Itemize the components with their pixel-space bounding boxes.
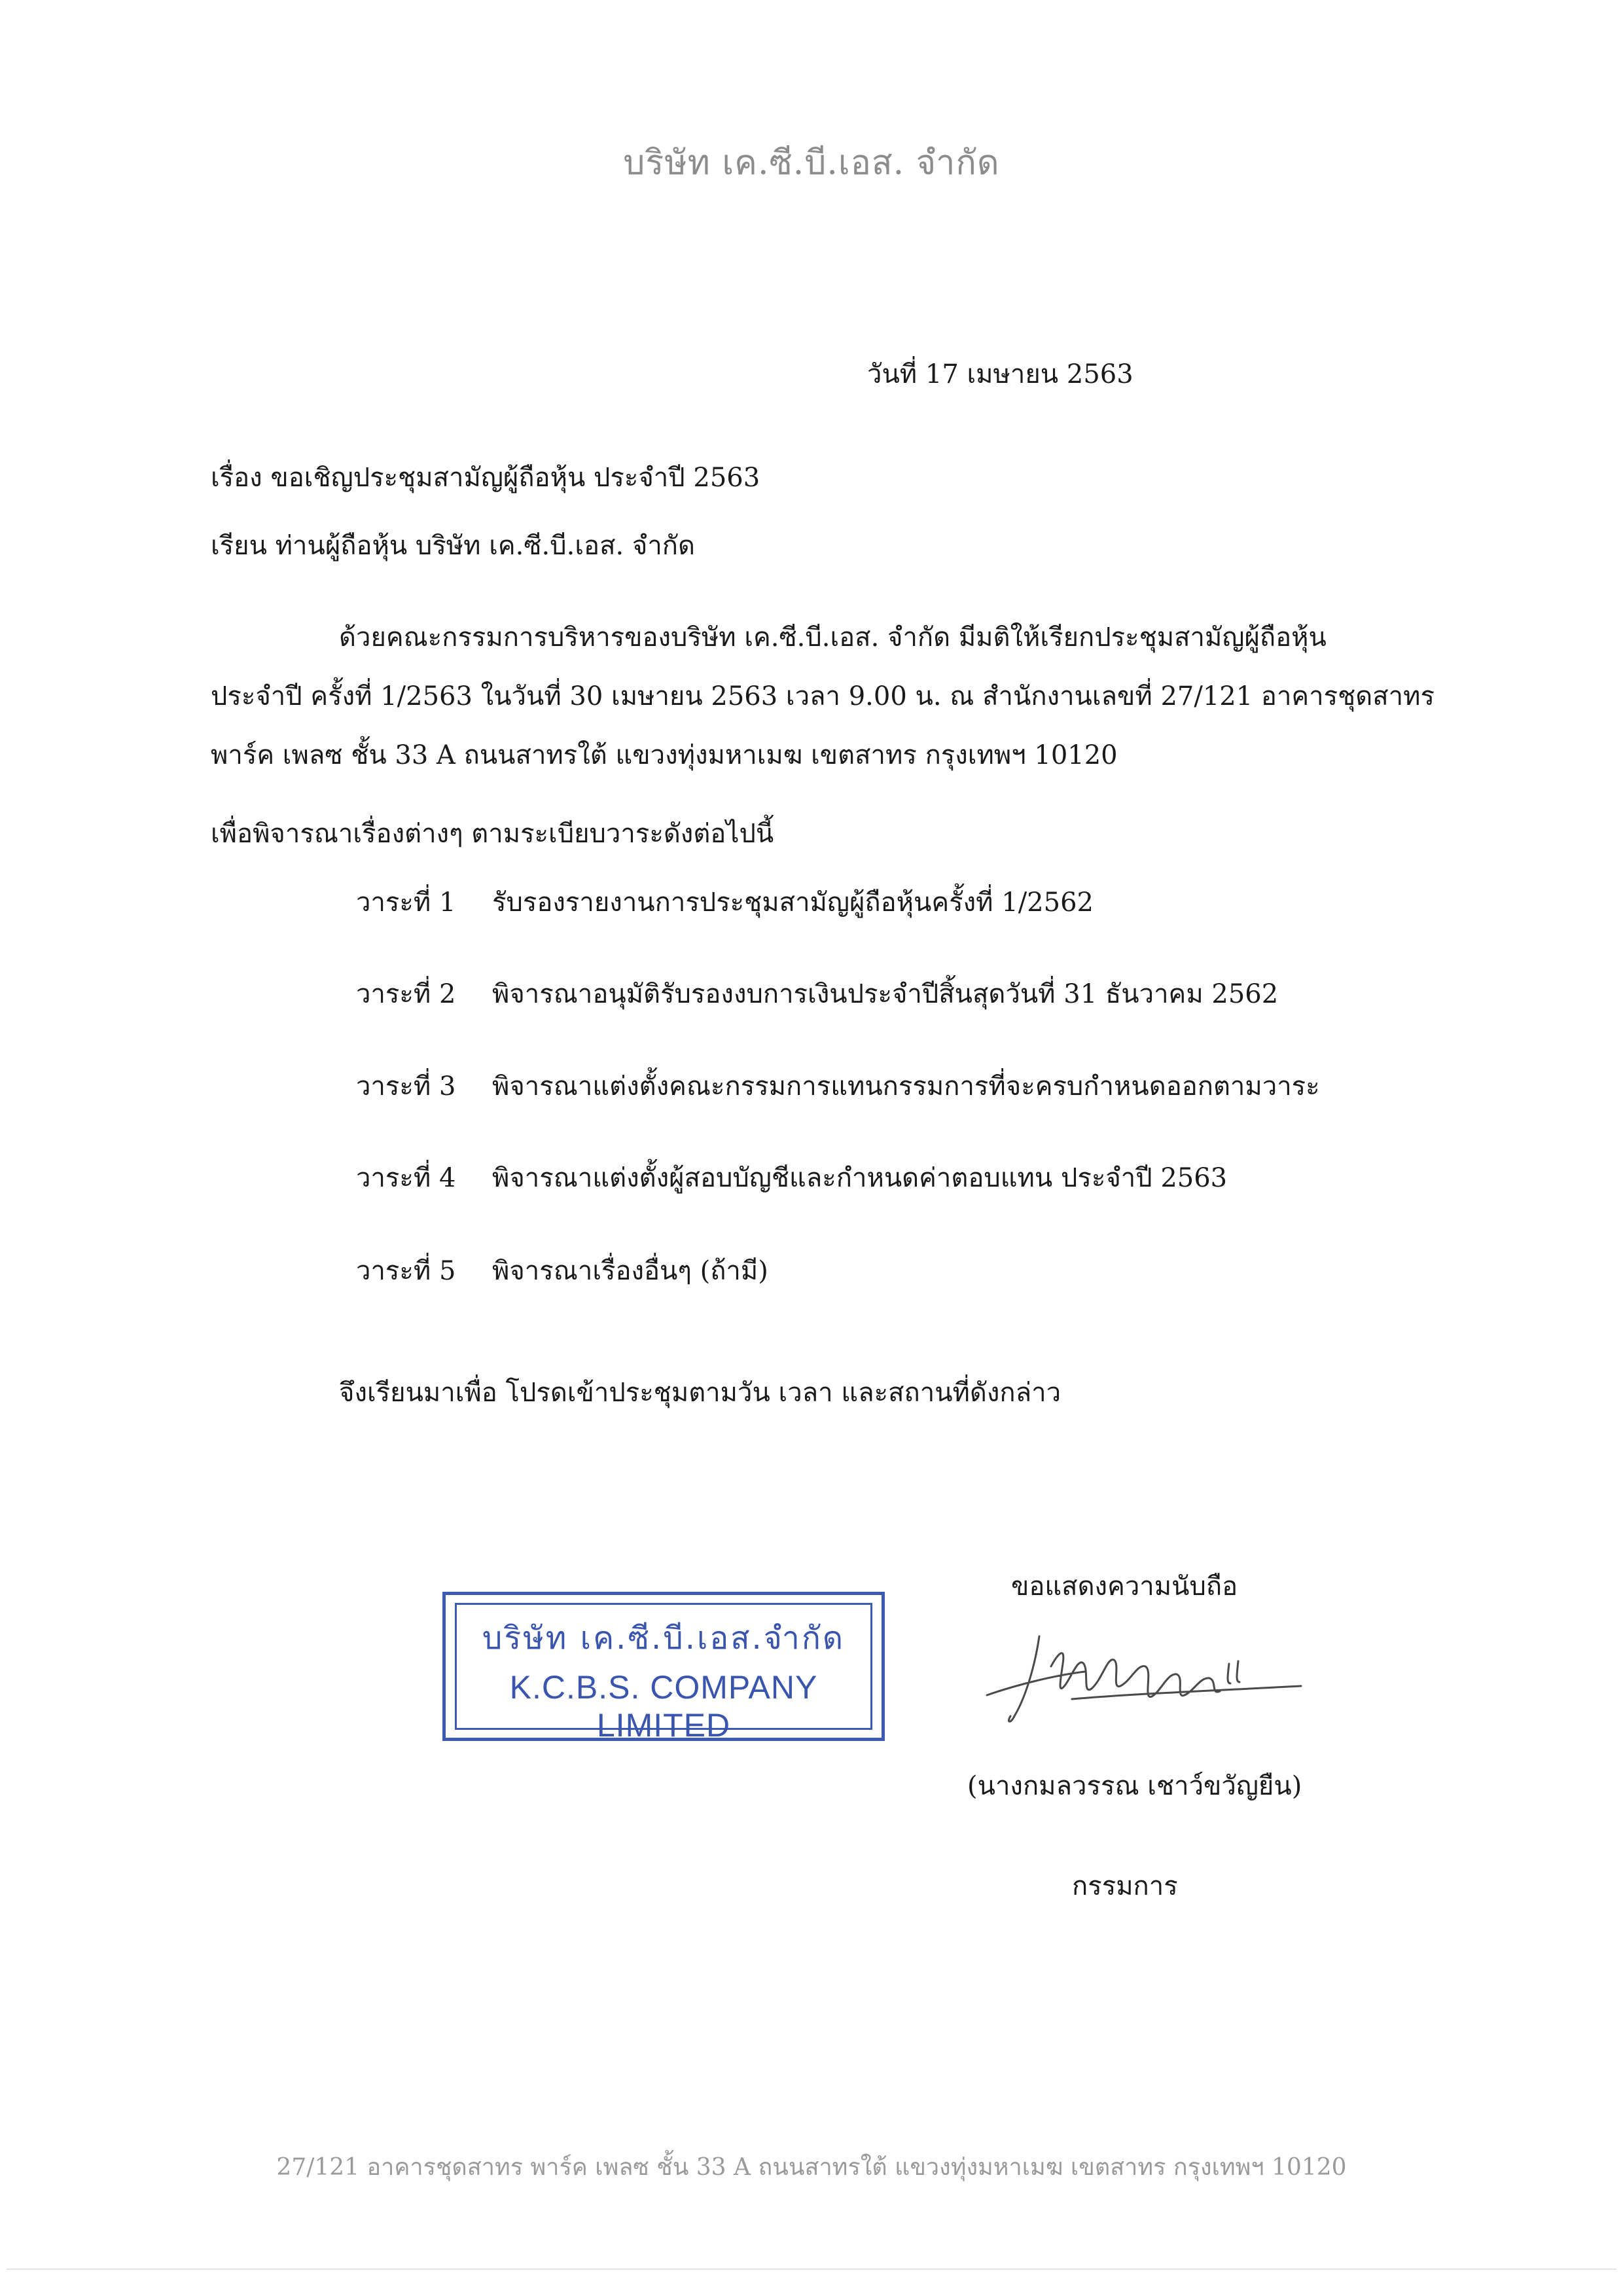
agenda-item-3-text: พิจารณาแต่งตั้งคณะกรรมการแทนกรรมการที่จะครบกำหนดออกตามวาระ (492, 1071, 1320, 1102)
bottom-divider (7, 2269, 1616, 2270)
body-line-1: ด้วยคณะกรรมการบริหารของบริษัท เค.ซี.บี.เอส. จำกัด มีมติให้เรียกประชุมสามัญผู้ถือหุ้น (339, 622, 1327, 653)
company-letterhead: บริษัท เค.ซี.บี.เอส. จำกัด (623, 143, 1000, 183)
letter-subject: เรื่อง ขอเชิญประชุมสามัญผู้ถือหุ้น ประจำปี 2563 (211, 463, 760, 493)
body-line-3: พาร์ค เพลซ ชั้น 33 A ถนนสาทรใต้ แขวงทุ่งมหาเมฆ เขตสาทร กรุงเทพฯ 10120 (211, 740, 1118, 770)
agenda-item-4-number: วาระที่ 4 (356, 1163, 456, 1193)
closing-sentence: จึงเรียนมาเพื่อ โปรดเข้าประชุมตามวัน เวลา และสถานที่ดังกล่าว (339, 1378, 1061, 1408)
letter-recipient: เรียน ท่านผู้ถือหุ้น บริษัท เค.ซี.บี.เอส. จำกัด (211, 531, 695, 561)
stamp-english-text: K.C.B.S. COMPANY LIMITED (509, 1669, 818, 1744)
agenda-item-4-text: พิจารณาแต่งตั้งผู้สอบบัญชีและกำหนดค่าตอบแทน ประจำปี 2563 (492, 1163, 1228, 1193)
agenda-item-2-text: พิจารณาอนุมัติรับรองงบการเงินประจำปีสิ้นสุดวันที่ 31 ธันวาคม 2562 (492, 979, 1279, 1009)
footer-address: 27/121 อาคารชุดสาทร พาร์ค เพลซ ชั้น 33 A ถนนสาทรใต้ แขวงทุ่งมหาเมฆ เขตสาทร กรุงเทพฯ 10120 (276, 2154, 1347, 2181)
regards-line: ขอแสดงความนับถือ (1011, 1571, 1238, 1602)
agenda-item-1-number: วาระที่ 1 (356, 888, 456, 918)
agenda-item-5-text: พิจารณาเรื่องอื่นๆ (ถ้ามี) (492, 1256, 768, 1286)
body-line-4: เพื่อพิจารณาเรื่องต่างๆ ตามระเบียบวาระดังต่อไปนี้ (211, 819, 774, 849)
signer-name: (นางกมลวรรณ เชาว์ขวัญยืน) (967, 1771, 1302, 1801)
body-line-2: ประจำปี ครั้งที่ 1/2563 ในวันที่ 30 เมษายน 2563 เวลา 9.00 น. ณ สำนักงานเลขที่ 27/121 อาคารชุดสาทร (211, 681, 1435, 711)
letter-date: วันที่ 17 เมษายน 2563 (867, 359, 1133, 389)
agenda-item-2-number: วาระที่ 2 (356, 979, 456, 1009)
handwritten-signature (974, 1618, 1321, 1742)
agenda-item-3-number: วาระที่ 3 (356, 1071, 456, 1102)
agenda-item-5-number: วาระที่ 5 (356, 1256, 456, 1286)
signer-position: กรรมการ (1072, 1871, 1178, 1901)
agenda-item-1-text: รับรองรายงานการประชุมสามัญผู้ถือหุ้นครั้งที่ 1/2562 (492, 888, 1094, 918)
stamp-thai-text: บริษัท เค.ซี.บี.เอส.จำกัด (482, 1620, 846, 1657)
company-stamp (442, 1592, 885, 1744)
